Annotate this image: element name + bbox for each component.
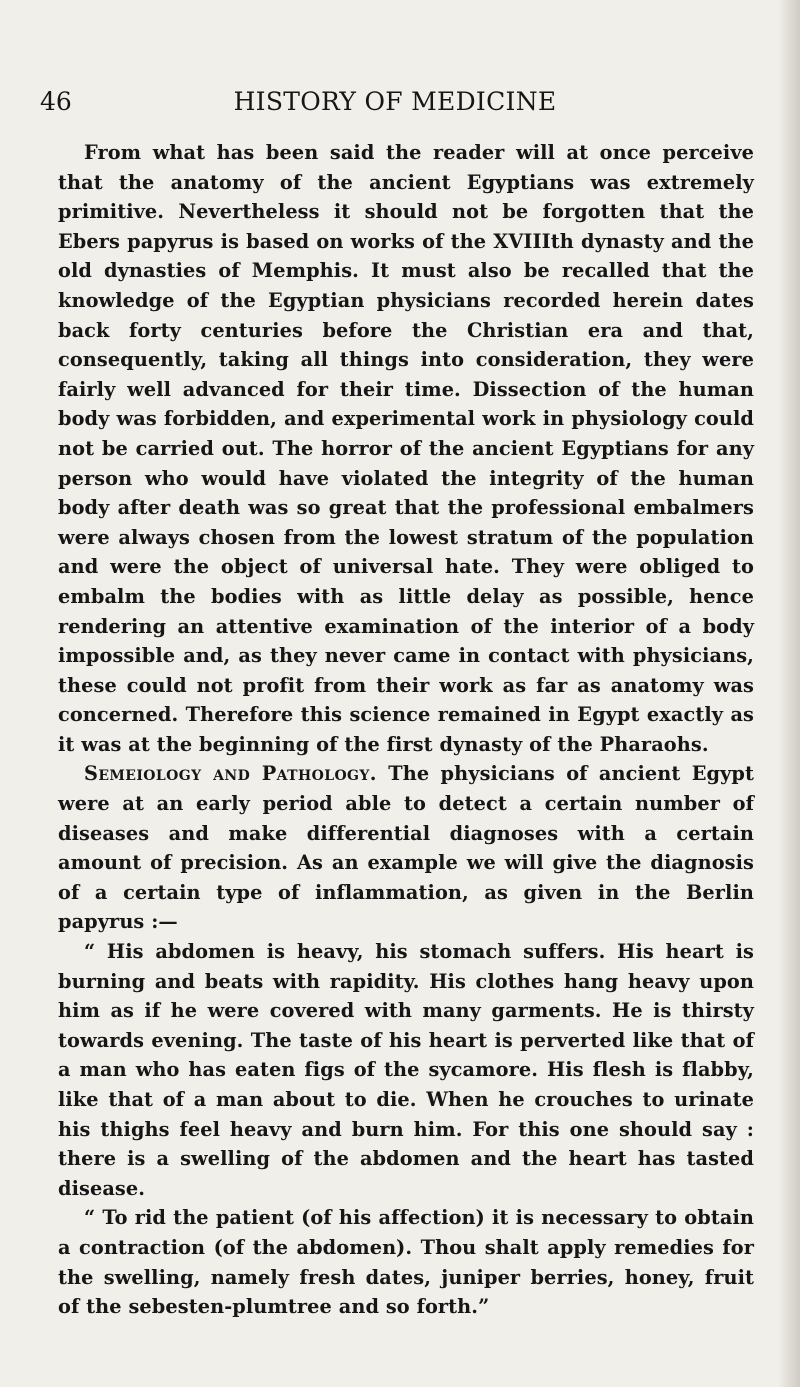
running-head: HISTORY OF MEDICINE bbox=[233, 87, 557, 116]
page-number: 46 bbox=[40, 87, 72, 116]
paragraph-semeiology bbox=[58, 759, 754, 937]
paragraph-quote-diagnosis: “ His abdomen is heavy, his stomach suffers. His heart is burning and beats with rapidity. His clothes hang heavy upon him as if he were covered with many garments. He is thirsty towards evening. The taste of his heart is perverted like that of a man who has eaten figs of the sycamore. His flesh is flabby, like that of a man about to die. When he crouches to urinate his thighs feel heavy and burn him. For this one should say : there is a swelling of the abdomen and the heart has tasted disease. bbox=[58, 940, 754, 1200]
page-header bbox=[40, 86, 750, 118]
page-edge-shadow bbox=[778, 0, 800, 1387]
paragraph-quote-remedy: “ To rid the patient (of his affection) it is necessary to obtain a contraction (of the abdomen). Thou shalt apply remedies for the swelling, namely fresh dates, juniper berries, honey, fruit of the sebesten-plumtree and so forth.” bbox=[58, 1206, 754, 1319]
paragraph-anatomy: From what has been said the reader will at once perceive that the anatomy of the ancient Egyptians was extremely primitive. Nevertheless it should not be forgotten that the Ebers papyrus is based on works of the XVIIIth dynasty and the old dynasties of Memphis. It must also be recalled that the knowledge of the Egyptian physicians recorded herein dates back forty centuries before the Christian era and that, consequently, taking all things into consideration, they were fairly well advanced for their time. Dissection of the human body was forbidden, and experimental work in physiology could not be carried out. The horror of the ancient Egyptians for any person who would have violated the integrity of the human body after death was so great that the professional embalmers were always chosen from the lowest stratum of the population and were the object of universal hate. They were obliged to embalm the bodies with as little delay as possible, hence rendering an attentive examination of the interior of a body impossible and, as they never came in contact with physicians, these could not profit from their work as far as anatomy was concerned. Therefore this science remained in Egypt exactly as it was at the beginning of the first dynasty of the Pharaohs. bbox=[58, 141, 754, 756]
body-text bbox=[58, 138, 754, 1322]
section-heading: Semeiology and Pathology. bbox=[84, 762, 377, 786]
paragraph-semeiology-text: The physicians of ancient Egypt were at an early period able to detect a certain number of diseases and make differential diagnoses with a certain amount of precision. As an example we will give the diagnosis of a certain type of inflammation, as given in the Berlin papyrus :— bbox=[58, 762, 754, 934]
